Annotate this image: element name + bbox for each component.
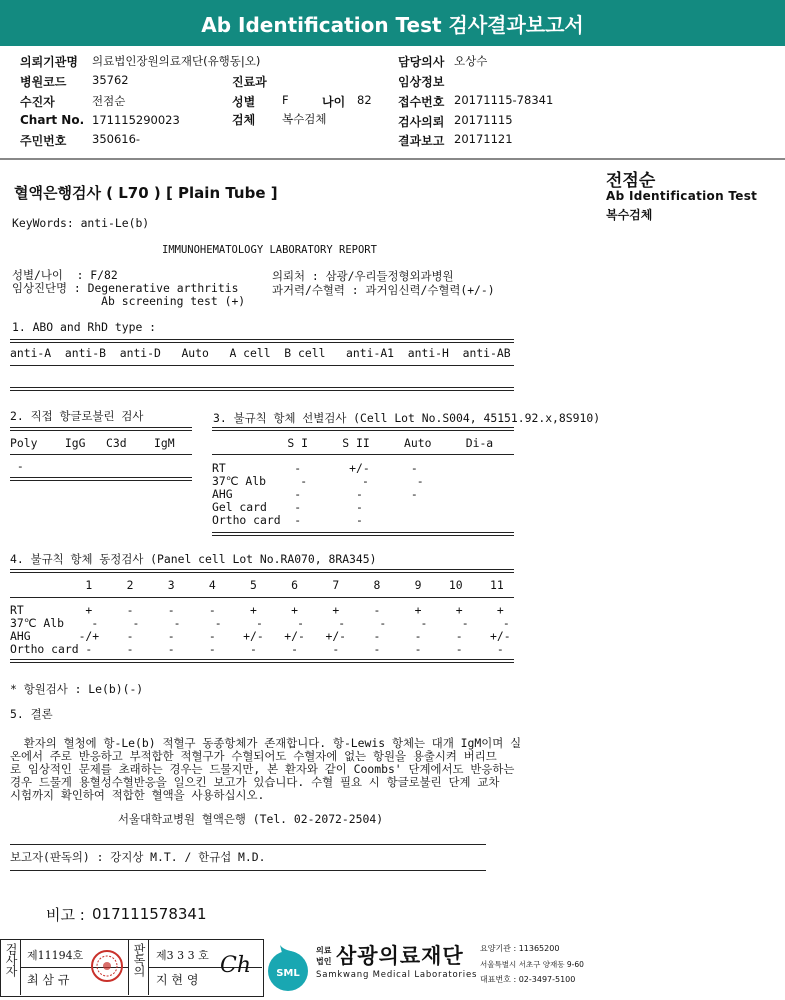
doctor-value: 오상수 <box>454 54 488 68</box>
dat-header: Poly IgG C3d IgM <box>10 436 175 450</box>
screening-top-rule <box>212 427 514 431</box>
hospcode-label: 병원코드 <box>20 75 67 89</box>
conclusion-line: 시험까지 확인하여 적합한 혈액을 사용하십시오. <box>10 788 265 802</box>
screening-bottom-rule <box>212 532 514 536</box>
reader-name: 지 현 영 <box>156 973 199 987</box>
conclusion-title: 5. 결론 <box>10 707 53 721</box>
antigen-line: * 항원검사 : Le(b)(-) <box>10 682 144 696</box>
hospcode-value: 35762 <box>92 73 129 87</box>
conclusion-line: 온에서 주로 반응하고 부적합한 적혈구가 수혈되어도 수혈자에 없는 항원을 용출시켜 버리므 <box>10 749 497 763</box>
diagnosis-line: 임상진단명 : Degenerative arthritis <box>12 281 239 295</box>
report-title: Ab Identification Test 검사결과보고서 <box>201 12 584 37</box>
org-prefix-1: 의료 <box>316 946 332 955</box>
reporter-bottom-rule <box>10 870 486 871</box>
patient-label: 수진자 <box>20 95 55 109</box>
org-english-name: Samkwang Medical Laboratories <box>316 970 478 980</box>
org-prefix-2: 법인 <box>316 957 332 966</box>
reader-signature: Ch <box>220 953 252 978</box>
abo-bottom-rule <box>10 387 514 391</box>
chart-value: 171115290023 <box>92 113 180 127</box>
abo-title: 1. ABO and RhD type : <box>12 320 157 334</box>
sml-logo-text: SML <box>276 968 300 979</box>
request-label: 검사의뢰 <box>398 115 445 129</box>
report-footer <box>0 937 785 1000</box>
panel-row-rt: RT + - - - + + + - + + + <box>10 603 504 617</box>
diagnosis-line-2: Ab screening test (+) <box>12 294 246 308</box>
org-address: 서울특별시 서초구 양재동 9-60 <box>480 960 584 969</box>
dat-mid-rule <box>10 454 192 455</box>
red-seal-icon <box>90 945 124 987</box>
panel-title: 4. 불규칙 항체 동정검사 (Panel cell Lot No.RA070, 8RA345) <box>10 552 377 566</box>
org-name: 삼광의료재단 <box>336 944 464 968</box>
reporter-top-rule <box>10 844 486 845</box>
reader-license: 제3 3 3 호 <box>156 949 209 962</box>
test-name-right: Ab Identification Test <box>606 189 758 203</box>
screening-mid-rule <box>212 454 514 455</box>
dat-value: - <box>10 459 24 473</box>
panel-bottom-rule <box>10 659 514 663</box>
dept-label: 진료과 <box>232 75 267 89</box>
report-date-value: 20171121 <box>454 132 513 146</box>
specimen-right: 복수검체 <box>606 208 653 222</box>
history-line: 과거력/수혈력 : 과거임신력/수혈력(+/-) <box>272 283 495 297</box>
conclusion-line: 경우 드물게 용혈성수혈반응을 일으킨 보고가 있습니다. 수혈 필요 시 항글로불린 단계 교차 <box>10 775 500 789</box>
sex-value: F <box>282 93 289 107</box>
panel-mid-rule <box>10 597 514 598</box>
report-heading: IMMUNOHEMATOLOGY LABORATORY REPORT <box>162 244 377 256</box>
org-phone: 대표번호 : 02-3497-5100 <box>480 975 576 984</box>
panel-header: 1 2 3 4 5 6 7 8 9 10 11 <box>10 578 504 592</box>
dat-title: 2. 직접 항글로불린 검사 <box>10 409 144 423</box>
abo-mid-rule <box>10 365 514 366</box>
screening-row-ahg: AHG - - - <box>212 487 418 501</box>
note-value: 017111578341 <box>92 905 207 923</box>
panel-row-ortho: Ortho card - - - - - - - - - - - <box>10 642 504 656</box>
conclusion-line: 로 임상적인 문제를 초래하는 경우는 드물지만, 본 환자와 같이 Coombs' 단계에서도 반응하는 <box>10 762 515 776</box>
tester-name: 최 삼 규 <box>27 973 70 987</box>
agency-number: 요양기관 : 11365200 <box>480 944 560 953</box>
tester-license: 제11194호 <box>27 949 84 962</box>
clinical-label: 임상정보 <box>398 75 445 89</box>
tester-vertical-label: 검사자 <box>4 943 18 976</box>
sex-label: 성별 <box>232 95 256 109</box>
receipt-label: 접수번호 <box>398 95 445 109</box>
reader-vertical-label: 판독의 <box>132 943 146 976</box>
report-title-bar <box>0 0 785 46</box>
request-value: 20171115 <box>454 113 513 127</box>
patient-name-right: 전점순 <box>606 171 656 191</box>
screening-row-gel: Gel card - - <box>212 500 363 514</box>
screening-row-rt: RT - +/- - <box>212 461 418 475</box>
screening-title: 3. 불규칙 항체 선별검사 (Cell Lot No.S004, 45151.92.x,8S910) <box>213 411 601 425</box>
referral-line: 의뢰처 : 삼광/우리들정형외과병원 <box>272 269 454 283</box>
institution-value: 의료법인장원의료재단(유행동|오) <box>92 54 261 68</box>
sex-age-line: 성별/나이 : F/82 <box>12 268 118 282</box>
lab-report-document <box>0 160 785 1000</box>
institution-label: 의뢰기관명 <box>20 55 78 69</box>
receipt-value: 20171115-78341 <box>454 93 554 107</box>
abo-top-rule <box>10 339 514 343</box>
dat-bottom-rule <box>10 477 192 481</box>
age-value: 82 <box>357 93 372 107</box>
screening-row-ortho: Ortho card - - <box>212 513 363 527</box>
report-date-label: 결과보고 <box>398 134 445 148</box>
keywords: KeyWords: anti-Le(b) <box>12 216 150 230</box>
age-label: 나이 <box>322 95 346 109</box>
resident-label: 주민번호 <box>20 134 67 148</box>
screening-header: S I S II Auto Di-a <box>212 436 494 450</box>
sml-logo-icon <box>266 939 314 995</box>
conclusion-line: 환자의 혈청에 항-Le(b) 적혈구 동종항체가 존재합니다. 항-Lewis 항체는 대개 IgM이며 실 <box>10 736 522 750</box>
panel-row-alb: 37℃ Alb - - - - - - - - - - - <box>10 616 510 630</box>
specimen-label: 검체 <box>232 113 256 127</box>
note-label: 비고 : <box>46 906 85 924</box>
section-title: 혈액은행검사 ( L70 ) [ Plain Tube ] <box>14 184 278 202</box>
screening-row-alb: 37℃ Alb - - - <box>212 474 424 488</box>
panel-row-ahg: AHG -/+ - - - +/- +/- +/- - - - +/- <box>10 629 511 643</box>
resident-value: 350616- <box>92 132 141 146</box>
reporter-line: 보고자(판독의) : 강지상 M.T. / 한규섭 M.D. <box>10 850 266 864</box>
patient-value: 전점순 <box>92 94 126 108</box>
hospital-line: 서울대학교병원 혈액은행 (Tel. 02-2072-2504) <box>118 812 384 826</box>
abo-header: anti-A anti-B anti-D Auto A cell B cell anti-A1 anti-H anti-AB <box>10 346 511 360</box>
specimen-value: 복수검체 <box>282 112 327 126</box>
chart-label: Chart No. <box>20 113 85 127</box>
patient-header <box>0 46 785 160</box>
panel-top-rule <box>10 569 514 573</box>
doctor-label: 담당의사 <box>398 55 445 69</box>
dat-top-rule <box>10 427 192 431</box>
